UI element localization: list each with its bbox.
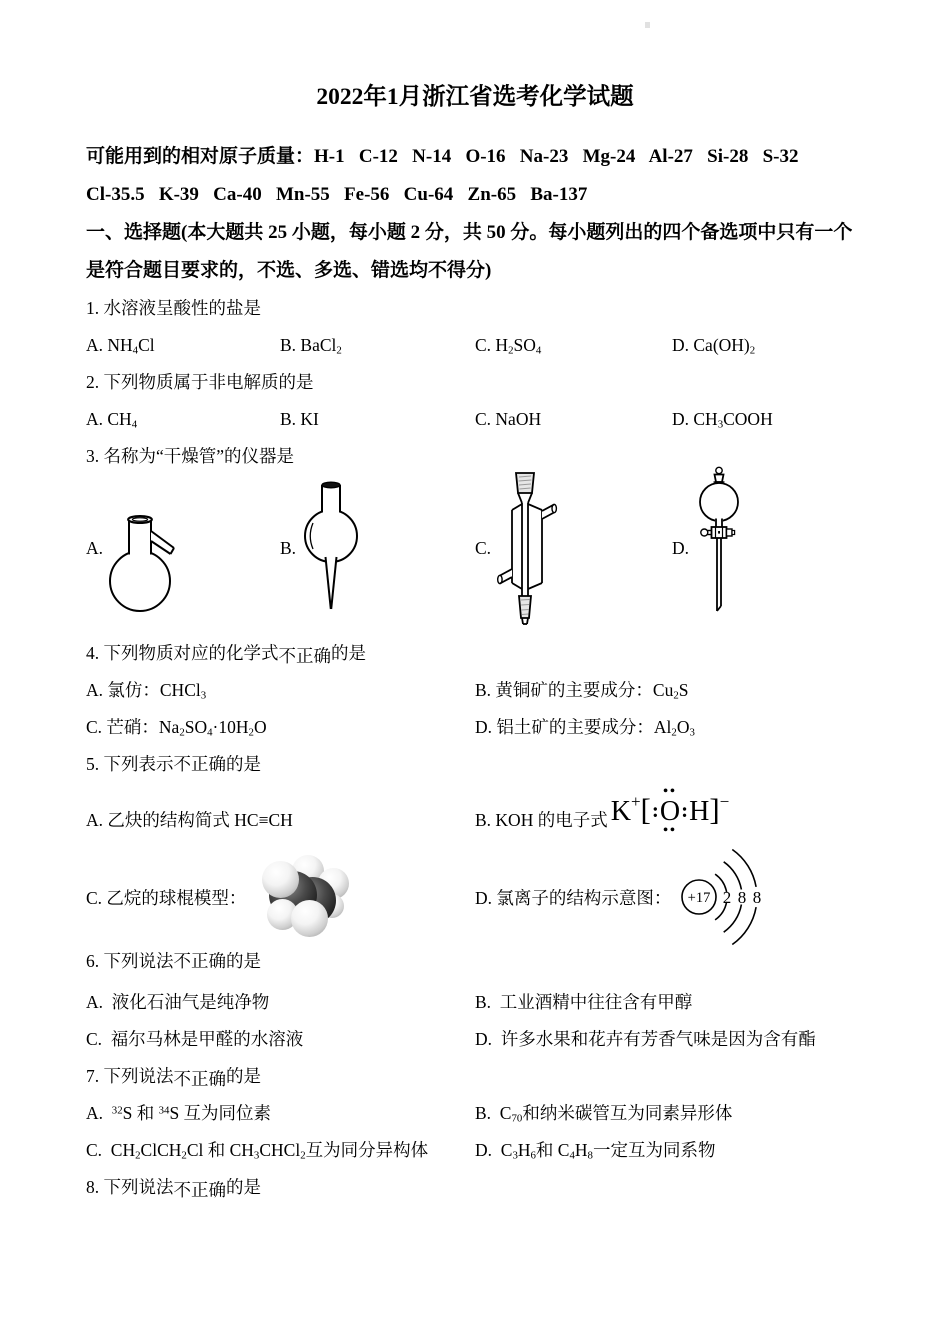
question-5-stem: 5. 下列表示不正确的是 [86,754,261,774]
question-3-stem: 3. 名称为“干燥管”的仪器是 [86,446,295,466]
q6-option-a: A. 液化石油气是纯净物 [86,992,270,1012]
question-7-options-row-2 [86,1132,864,1169]
chloride-ion-structure-diagram [675,847,777,947]
ethane-space-filling-model-image [252,854,348,940]
ef-bond-pair: : [681,798,689,822]
question-2-stem: 2. 下列物质属于非电解质的是 [86,372,314,392]
apparatus-a-flask-image [103,513,183,617]
ion-shell-3: 8 [753,888,762,907]
ef-oxygen: O [659,796,681,827]
ef-oxygen-group [659,784,681,838]
question-1-stem: 1. 水溶液呈酸性的盐是 [86,298,261,318]
q6-option-b: B. 工业酒精中往往含有甲醇 [475,992,693,1012]
question-5-options-row-2 [86,847,864,943]
q4-option-b: B. 黄铜矿的主要成分：$Cu_2S$ [475,680,689,702]
q4-option-a: A. 氯仿：CHCl$_3$ [86,680,207,702]
question-4-options-row-1 [86,672,864,709]
q4-stem-post: 的是 [331,643,366,663]
ef-oxygen-top-dots: •• [663,784,677,799]
q1-option-c: C. $H_2SO_4$ [475,335,542,357]
question-8-stem [86,1169,864,1206]
q4-option-c: C. 芒硝：$Na_2SO_4\cdot 10H_2O$ [86,717,267,739]
apparatus-b-bulb-funnel-image [301,479,361,615]
q1-option-b: B. BaCl$_2$ [280,335,342,357]
question-4-stem [86,635,864,672]
question-7-stem [86,1058,864,1095]
ef-oxygen-bottom-dots: •• [663,823,677,838]
q7-option-a: A. $^{32}$S 和 $^{34}$S 互为同位素 [86,1103,272,1123]
ion-shell-2: 8 [738,888,747,907]
q7-option-b: B. $C_{70}$和纳米碳管互为同素异形体 [475,1103,733,1125]
ef-potassium-charge: + [630,792,641,811]
ef-potassium: K [610,796,631,827]
q5-option-b [475,784,864,839]
section-header-line-2: 是符合题目要求的，不选、多选、错选均不得分) [86,260,492,281]
q2-option-a: A. $CH_4$ [86,409,138,431]
q7-stem-post: 的是 [226,1066,261,1086]
q8-stem-post: 的是 [226,1177,261,1197]
q3-label-d: D. [672,538,690,558]
q3-label-b: B. [280,538,297,558]
apparatus-d-separating-funnel-image [688,465,748,627]
section-header-line-1: 一、选择题(本大题共 25 小题，每小题 2 分，共 50 分。每小题列出的四个备选项中只有一个 [86,222,853,243]
ef-close-bracket: ] [709,792,720,827]
q8-stem-underlined-word: 不正确 [173,1180,226,1200]
ef-left-lone-pair: : [651,798,659,822]
ion-nucleus-charge: +17 [688,890,711,906]
ion-shell-1: 2 [723,888,732,907]
q3-label-c: C. [475,538,492,558]
document-content [86,0,864,1206]
question-4-options-row-2 [86,709,864,746]
question-6-stem: 6. 下列说法不正确的是 [86,951,261,971]
q5-option-c [86,847,475,947]
q6-option-c: C. 福尔马林是甲醛的水溶液 [86,1029,304,1049]
q5-option-d [475,847,864,947]
q5-option-a: A. 乙炔的结构简式 HC≡CH [86,810,293,830]
q7-option-c: C. $CH_2ClCH_2Cl$ 和 $CH_3CHCl_2$互为同分异构体 [86,1140,429,1162]
q4-stem-underlined-word: 不正确 [278,646,331,666]
q2-option-c: C. NaOH [475,409,542,429]
q5-option-c-label: C. 乙烷的球棍模型： [86,887,247,908]
question-7-options-row-1 [86,1095,864,1132]
question-3-apparatus-figures [86,475,864,635]
question-6-options-row-2 [86,1021,864,1058]
question-5-options-row-1 [86,783,864,839]
atomic-masses-line-2: Cl-35.5 K-39 Ca-40 Mn-55 Fe-56 Cu-64 Zn-65 Ba-137 [86,184,588,205]
question-6-options-row-1 [86,984,864,1021]
q6-option-d: D. 许多水果和花卉有芳香气味是因为含有酯 [475,1029,816,1049]
ef-anion-charge: − [719,792,730,811]
q7-stem-pre: 7. 下列说法 [86,1066,174,1086]
ef-hydrogen: H [689,796,710,827]
question-1-options [86,327,864,364]
q5-option-b-label: B. KOH 的电子式 [475,810,608,830]
q7-stem-underlined-word: 不正确 [173,1069,226,1089]
koh-electron-formula [610,784,730,838]
q4-option-d: D. 铝土矿的主要成分：$Al_2O_3$ [475,717,695,739]
q1-option-d: D. $Ca(OH)_2$ [672,335,756,357]
q2-option-b: B. KI [280,409,319,429]
q7-option-d: D. $C_3H_6$和 $C_4H_8$一定互为同系物 [475,1140,716,1162]
q5-option-d-label: D. 氯离子的结构示意图： [475,887,672,908]
question-2-options [86,401,864,438]
q1-option-a: A. $NH_4Cl$ [86,335,155,357]
atomic-masses-line-1: 可能用到的相对原子质量：H-1 C-12 N-14 O-16 Na-23 Mg-24 Al-27 Si-28 S-32 [86,146,799,167]
q2-option-d: D. $CH_3COOH$ [672,409,773,431]
page-title: 2022年1月浙江省选考化学试题 [316,84,634,110]
q8-stem-pre: 8. 下列说法 [86,1177,174,1197]
q4-stem-pre: 4. 下列物质对应的化学式 [86,643,279,663]
apparatus-c-condenser-image [496,469,558,629]
q3-label-a: A. [86,538,104,558]
ef-open-bracket: [ [640,792,651,827]
